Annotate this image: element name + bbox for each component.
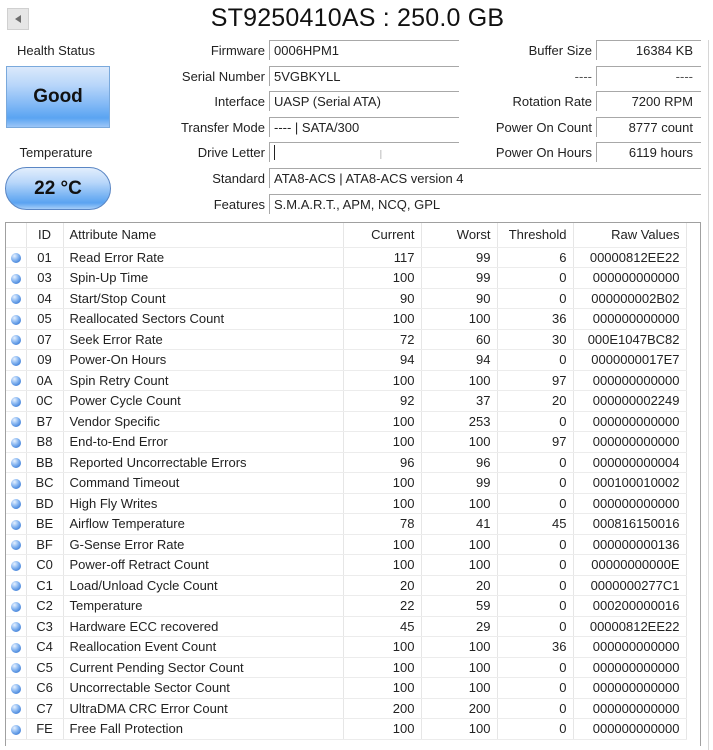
table-row[interactable] [6, 678, 686, 699]
table-row[interactable] [6, 350, 686, 371]
status-cell [6, 678, 26, 699]
table-row[interactable] [6, 555, 686, 576]
temperature-badge[interactable]: 22 °C [5, 167, 111, 210]
table-row[interactable] [6, 391, 686, 412]
cell-threshold: 0 [497, 616, 573, 637]
status-dot-icon [11, 274, 21, 284]
table-row[interactable] [6, 534, 686, 555]
cell-attribute-name: Read Error Rate [63, 247, 343, 268]
cell-id: 04 [26, 288, 63, 309]
status-dot-icon [11, 376, 21, 386]
cell-worst: 37 [421, 391, 497, 412]
drive-letter-label: Drive Letter [197, 145, 265, 160]
status-cell [6, 452, 26, 473]
power-on-hours-field[interactable]: 6119 hours [596, 142, 701, 162]
cell-attribute-name: Power-off Retract Count [63, 555, 343, 576]
transfer-mode-field: ---- | SATA/300 [269, 117, 459, 137]
cell-id: B8 [26, 432, 63, 453]
cell-threshold: 0 [497, 534, 573, 555]
cell-worst: 100 [421, 657, 497, 678]
cell-threshold: 45 [497, 514, 573, 535]
status-dot-icon [11, 704, 21, 714]
status-cell [6, 719, 26, 740]
cell-threshold: 0 [497, 350, 573, 371]
cell-current: 100 [343, 411, 421, 432]
cell-threshold: 0 [497, 288, 573, 309]
cell-attribute-name: High Fly Writes [63, 493, 343, 514]
cell-id: C2 [26, 596, 63, 617]
cell-id: 07 [26, 329, 63, 350]
cell-raw-values: 000000000000 [573, 637, 686, 658]
cell-attribute-name: Temperature [63, 596, 343, 617]
column-header-status[interactable] [6, 223, 26, 247]
cell-worst: 100 [421, 534, 497, 555]
cell-threshold: 0 [497, 657, 573, 678]
table-row[interactable] [6, 309, 686, 330]
cell-worst: 100 [421, 719, 497, 740]
cell-raw-values: 000000000000 [573, 370, 686, 391]
cell-worst: 100 [421, 493, 497, 514]
drive-title: ST9250410AS : 250.0 GB [210, 4, 505, 32]
cell-current: 92 [343, 391, 421, 412]
cell-attribute-name: Uncorrectable Sector Count [63, 678, 343, 699]
cell-threshold: 20 [497, 391, 573, 412]
table-row[interactable] [6, 657, 686, 678]
power-on-count-label: Power On Count [495, 120, 592, 135]
cell-threshold: 0 [497, 452, 573, 473]
cell-id: BF [26, 534, 63, 555]
cell-worst: 100 [421, 637, 497, 658]
cell-raw-values: 000000000000 [573, 698, 686, 719]
cell-id: 05 [26, 309, 63, 330]
cell-current: 100 [343, 268, 421, 289]
cell-threshold: 0 [497, 575, 573, 596]
cell-raw-values: 000000000000 [573, 678, 686, 699]
cell-threshold: 0 [497, 411, 573, 432]
rotation-rate-label: Rotation Rate [512, 94, 592, 109]
cell-current: 100 [343, 637, 421, 658]
table-header-row [6, 223, 686, 247]
cell-worst: 100 [421, 370, 497, 391]
cell-current: 22 [343, 596, 421, 617]
status-cell [6, 657, 26, 678]
cell-id: BE [26, 514, 63, 535]
cell-raw-values: 0000000017E7 [573, 350, 686, 371]
cell-current: 117 [343, 247, 421, 268]
table-row[interactable] [6, 411, 686, 432]
standard-label: Standard [212, 171, 265, 186]
cell-threshold: 97 [497, 370, 573, 391]
status-dot-icon [11, 643, 21, 653]
table-row[interactable] [6, 493, 686, 514]
status-dot-icon [11, 397, 21, 407]
status-dot-icon [11, 561, 21, 571]
cell-current: 100 [343, 309, 421, 330]
status-cell [6, 514, 26, 535]
features-label: Features [213, 197, 265, 212]
cell-current: 72 [343, 329, 421, 350]
cell-worst: 200 [421, 698, 497, 719]
status-cell [6, 555, 26, 576]
buffer-size-field: 16384 KB [596, 40, 701, 60]
cell-attribute-name: Airflow Temperature [63, 514, 343, 535]
cell-current: 96 [343, 452, 421, 473]
cell-raw-values: 00000000000E [573, 555, 686, 576]
status-dot-icon [11, 253, 21, 263]
status-cell [6, 698, 26, 719]
table-row[interactable] [6, 288, 686, 309]
cell-worst: 90 [421, 288, 497, 309]
status-cell [6, 247, 26, 268]
cell-attribute-name: G-Sense Error Rate [63, 534, 343, 555]
status-dot-icon [11, 294, 21, 304]
cell-current: 100 [343, 493, 421, 514]
status-dot-icon [11, 540, 21, 550]
cell-raw-values: 000000000000 [573, 268, 686, 289]
status-dot-icon [11, 499, 21, 509]
status-cell [6, 268, 26, 289]
cell-worst: 96 [421, 452, 497, 473]
cell-threshold: 0 [497, 493, 573, 514]
cell-raw-values: 000000000000 [573, 493, 686, 514]
table-row[interactable] [6, 596, 686, 617]
table-row[interactable] [6, 698, 686, 719]
cell-raw-values: 000200000016 [573, 596, 686, 617]
cell-raw-values: 000000000004 [573, 452, 686, 473]
cell-raw-values: 000000000000 [573, 411, 686, 432]
status-cell [6, 432, 26, 453]
cell-id: C3 [26, 616, 63, 637]
status-cell [6, 616, 26, 637]
status-cell [6, 329, 26, 350]
status-cell [6, 596, 26, 617]
cell-attribute-name: Seek Error Rate [63, 329, 343, 350]
cell-attribute-name: UltraDMA CRC Error Count [63, 698, 343, 719]
table-row[interactable] [6, 514, 686, 535]
firmware-label: Firmware [210, 43, 265, 58]
standard-field: ATA8-ACS | ATA8-ACS version 4 [269, 168, 701, 188]
status-cell [6, 575, 26, 596]
table-row[interactable] [6, 268, 686, 289]
cell-threshold: 36 [497, 309, 573, 330]
serial-number-field: 5VGBKYLL [269, 66, 459, 86]
cell-current: 20 [343, 575, 421, 596]
table-row[interactable] [6, 452, 686, 473]
status-cell [6, 391, 26, 412]
cell-worst: 253 [421, 411, 497, 432]
cell-current: 100 [343, 657, 421, 678]
window-edge-divider [708, 40, 709, 750]
cell-threshold: 0 [497, 268, 573, 289]
column-header-raw-values[interactable]: Raw Values [573, 223, 686, 247]
table-row[interactable] [6, 370, 686, 391]
cell-worst: 99 [421, 473, 497, 494]
health-status-label: Health Status [16, 43, 96, 58]
unknown-label: ---- [574, 69, 592, 84]
cell-threshold: 0 [497, 719, 573, 740]
cell-threshold: 30 [497, 329, 573, 350]
cell-attribute-name: Power-On Hours [63, 350, 343, 371]
cell-id: BD [26, 493, 63, 514]
table-row[interactable] [6, 719, 686, 740]
column-header-attribute-name[interactable]: Attribute Name [63, 223, 343, 247]
cell-id: 03 [26, 268, 63, 289]
power-on-count-field: 8777 count [596, 117, 701, 137]
unknown-field: ---- [596, 66, 701, 86]
cell-id: 01 [26, 247, 63, 268]
cell-worst: 99 [421, 268, 497, 289]
status-dot-icon [11, 684, 21, 694]
status-cell [6, 309, 26, 330]
serial-number-label: Serial Number [181, 69, 265, 84]
firmware-field: 0006HPM1 [269, 40, 459, 60]
status-dot-icon [11, 417, 21, 427]
cell-attribute-name: Current Pending Sector Count [63, 657, 343, 678]
cell-worst: 100 [421, 555, 497, 576]
cell-id: C4 [26, 637, 63, 658]
status-cell [6, 637, 26, 658]
table-row[interactable] [6, 329, 686, 350]
buffer-size-label: Buffer Size [528, 43, 592, 58]
cell-attribute-name: Reported Uncorrectable Errors [63, 452, 343, 473]
health-status-badge[interactable]: Good [6, 66, 110, 128]
cell-attribute-name: Vendor Specific [63, 411, 343, 432]
cell-current: 200 [343, 698, 421, 719]
status-dot-icon [11, 622, 21, 632]
column-header-threshold[interactable]: Threshold [497, 223, 573, 247]
column-header-worst[interactable]: Worst [421, 223, 497, 247]
text-caret [274, 145, 275, 160]
cell-attribute-name: Spin Retry Count [63, 370, 343, 391]
cell-threshold: 0 [497, 596, 573, 617]
cell-current: 100 [343, 432, 421, 453]
cell-attribute-name: Free Fall Protection [63, 719, 343, 740]
cell-current: 100 [343, 678, 421, 699]
cell-raw-values: 000000002249 [573, 391, 686, 412]
cell-threshold: 97 [497, 432, 573, 453]
status-cell [6, 534, 26, 555]
status-dot-icon [11, 725, 21, 735]
cell-worst: 41 [421, 514, 497, 535]
table-row[interactable] [6, 616, 686, 637]
cell-id: BC [26, 473, 63, 494]
cell-worst: 59 [421, 596, 497, 617]
cell-worst: 100 [421, 309, 497, 330]
cell-threshold: 36 [497, 637, 573, 658]
table-row[interactable] [6, 637, 686, 658]
cell-threshold: 6 [497, 247, 573, 268]
cell-raw-values: 000100010002 [573, 473, 686, 494]
status-dot-icon [11, 356, 21, 366]
power-on-hours-label: Power On Hours [495, 145, 592, 160]
cell-raw-values: 000000000000 [573, 432, 686, 453]
cell-raw-values: 000000000136 [573, 534, 686, 555]
cell-threshold: 0 [497, 473, 573, 494]
table-row[interactable] [6, 473, 686, 494]
cell-id: C7 [26, 698, 63, 719]
cell-threshold: 0 [497, 678, 573, 699]
cell-threshold: 0 [497, 555, 573, 576]
cell-worst: 20 [421, 575, 497, 596]
status-cell [6, 411, 26, 432]
cell-attribute-name: Power Cycle Count [63, 391, 343, 412]
interface-label: Interface [214, 94, 265, 109]
features-field: S.M.A.R.T., APM, NCQ, GPL [269, 194, 701, 214]
cell-current: 45 [343, 616, 421, 637]
cell-id: 0C [26, 391, 63, 412]
table-row[interactable] [6, 432, 686, 453]
cell-id: 0A [26, 370, 63, 391]
interface-field: UASP (Serial ATA) [269, 91, 459, 111]
cell-attribute-name: End-to-End Error [63, 432, 343, 453]
cell-id: BB [26, 452, 63, 473]
status-cell [6, 370, 26, 391]
status-cell [6, 288, 26, 309]
column-header-id[interactable]: ID [26, 223, 63, 247]
cell-attribute-name: Load/Unload Cycle Count [63, 575, 343, 596]
cell-raw-values: 000000000000 [573, 719, 686, 740]
cell-current: 100 [343, 370, 421, 391]
column-header-current[interactable]: Current [343, 223, 421, 247]
rotation-rate-field: 7200 RPM [596, 91, 701, 111]
status-dot-icon [11, 581, 21, 591]
status-dot-icon [11, 479, 21, 489]
cell-raw-values: 00000812EE22 [573, 247, 686, 268]
cell-worst: 94 [421, 350, 497, 371]
cell-current: 100 [343, 473, 421, 494]
cell-worst: 100 [421, 432, 497, 453]
status-dot-icon [11, 335, 21, 345]
cell-id: C1 [26, 575, 63, 596]
cell-attribute-name: Reallocation Event Count [63, 637, 343, 658]
status-dot-icon [11, 458, 21, 468]
cell-raw-values: 000000000000 [573, 657, 686, 678]
table-row[interactable] [6, 247, 686, 268]
transfer-mode-label: Transfer Mode [180, 120, 265, 135]
status-dot-icon [11, 438, 21, 448]
cell-current: 100 [343, 719, 421, 740]
cell-threshold: 0 [497, 698, 573, 719]
status-dot-icon [11, 602, 21, 612]
status-cell [6, 350, 26, 371]
cell-current: 90 [343, 288, 421, 309]
cell-id: 09 [26, 350, 63, 371]
ibeam-cursor-icon: I [379, 147, 383, 162]
cell-attribute-name: Command Timeout [63, 473, 343, 494]
cell-id: C6 [26, 678, 63, 699]
status-dot-icon [11, 315, 21, 325]
cell-id: FE [26, 719, 63, 740]
cell-attribute-name: Reallocated Sectors Count [63, 309, 343, 330]
drive-letter-field[interactable] [269, 142, 459, 162]
cell-attribute-name: Spin-Up Time [63, 268, 343, 289]
cell-current: 100 [343, 534, 421, 555]
cell-worst: 99 [421, 247, 497, 268]
cell-id: B7 [26, 411, 63, 432]
cell-id: C0 [26, 555, 63, 576]
cell-current: 78 [343, 514, 421, 535]
cell-worst: 100 [421, 678, 497, 699]
cell-raw-values: 000816150016 [573, 514, 686, 535]
status-cell [6, 473, 26, 494]
cell-raw-values: 000000000000 [573, 309, 686, 330]
status-dot-icon [11, 663, 21, 673]
cell-raw-values: 000E1047BC82 [573, 329, 686, 350]
table-row[interactable] [6, 575, 686, 596]
cell-raw-values: 0000000277C1 [573, 575, 686, 596]
cell-worst: 29 [421, 616, 497, 637]
cell-raw-values: 00000812EE22 [573, 616, 686, 637]
cell-current: 94 [343, 350, 421, 371]
cell-id: C5 [26, 657, 63, 678]
cell-attribute-name: Start/Stop Count [63, 288, 343, 309]
cell-raw-values: 000000002B02 [573, 288, 686, 309]
status-cell [6, 493, 26, 514]
cell-current: 100 [343, 555, 421, 576]
cell-attribute-name: Hardware ECC recovered [63, 616, 343, 637]
status-dot-icon [11, 520, 21, 530]
temperature-label: Temperature [19, 145, 93, 160]
smart-attribute-table[interactable] [5, 222, 701, 746]
cell-worst: 60 [421, 329, 497, 350]
